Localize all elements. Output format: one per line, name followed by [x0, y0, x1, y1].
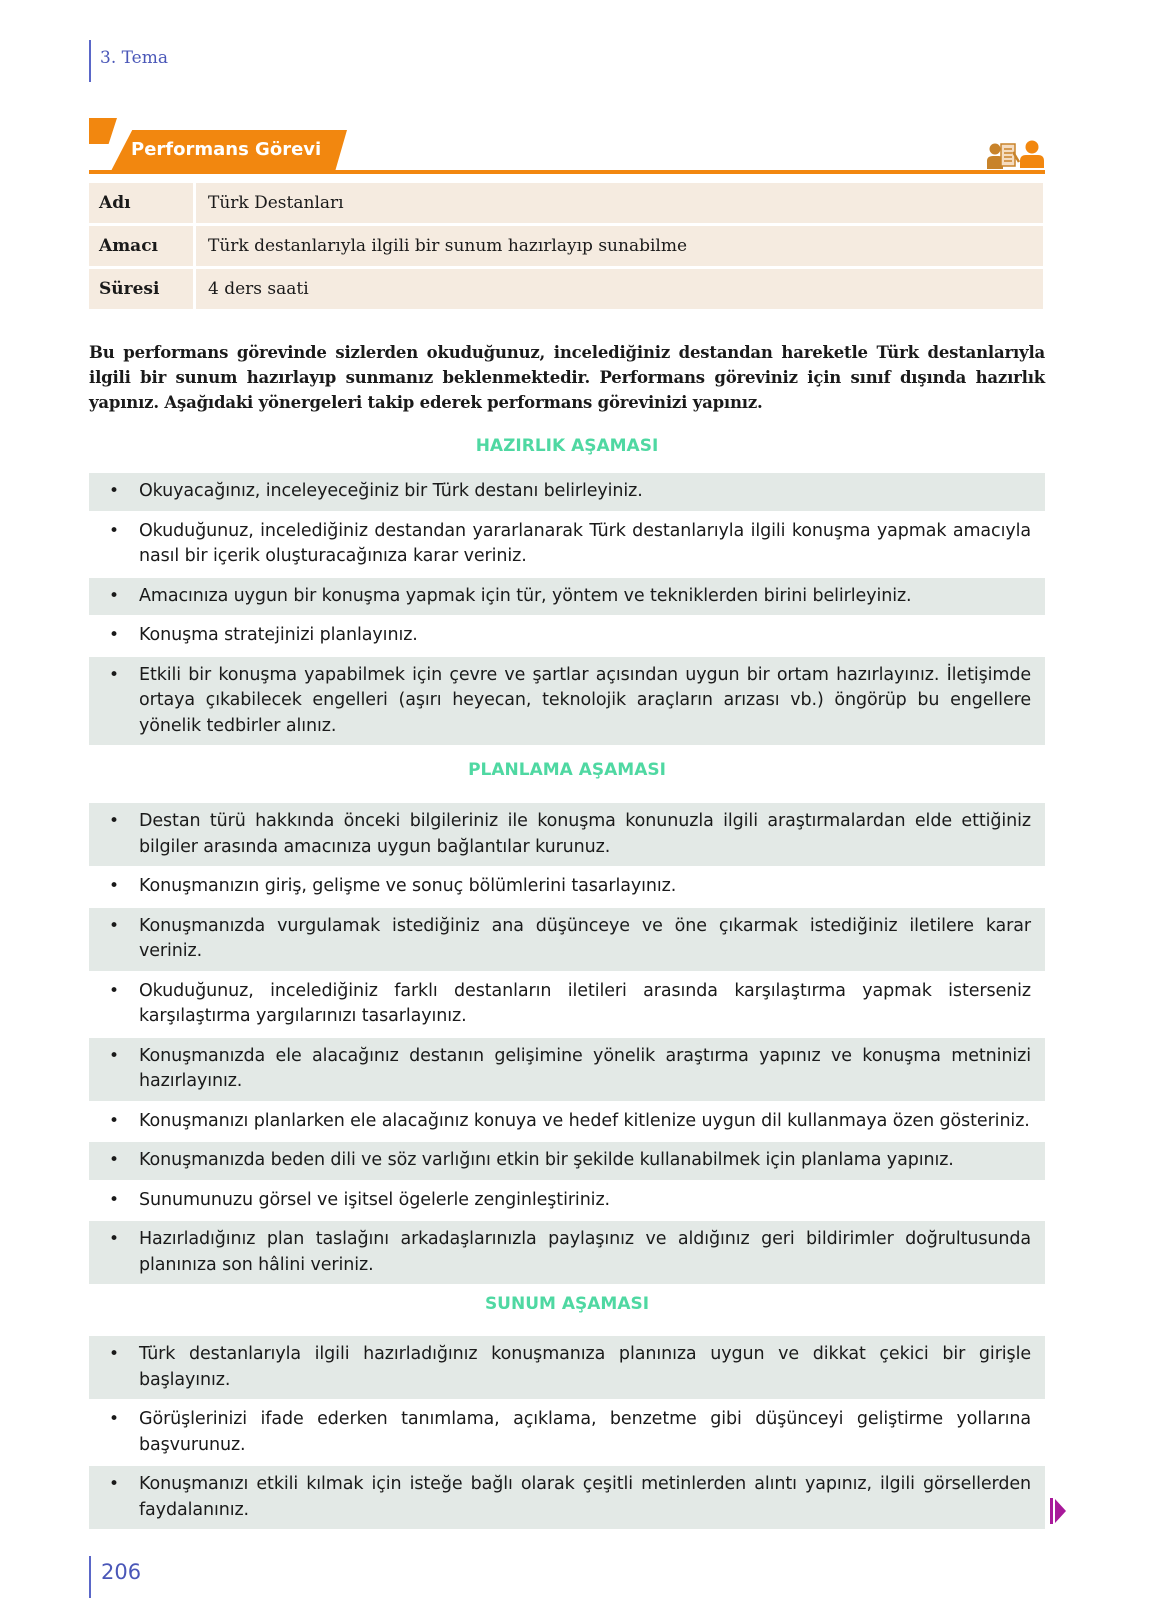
bullet: •	[108, 1189, 120, 1210]
list-item	[89, 803, 1045, 866]
list-item	[89, 908, 1045, 971]
list-item	[89, 1401, 1045, 1464]
bullet: •	[108, 1110, 120, 1131]
list-item-text: Türk destanlarıyla ilgili hazırladığınız konuşmanıza planınıza uygun ve dikkat çekici bir girişle başlayınız.	[139, 1344, 1031, 1390]
section-heading-planning: PLANLAMA AŞAMASI	[468, 760, 666, 780]
list-item-text: Konuşmanızda beden dili ve söz varlığını etkin bir şekilde kullanabilmek için planlama yapınız.	[139, 1150, 954, 1170]
bullet: •	[108, 915, 120, 936]
list-item-text: Konuşma stratejinizi planlayınız.	[139, 625, 418, 645]
info-row-duration	[89, 269, 1043, 309]
page-number-bar	[89, 1556, 91, 1598]
list-item-text: Konuşmanızda vurgulamak istediğiniz ana düşünceye ve öne çıkarmak istediğiniz iletilere karar veriniz.	[139, 915, 1031, 961]
section-title: Performans Görevi	[131, 139, 322, 160]
list-item	[89, 1466, 1045, 1529]
bullet: •	[108, 664, 120, 685]
presentation-list	[89, 1336, 1045, 1531]
bullet: •	[108, 1229, 120, 1249]
header-rule	[89, 170, 1045, 174]
list-item-text: Okuyacağınız, inceleyeceğiniz bir Türk destanı belirleyiniz.	[139, 481, 643, 501]
bullet: •	[108, 980, 120, 1001]
list-item	[89, 657, 1045, 746]
bullet: •	[108, 811, 120, 831]
info-row-purpose	[89, 226, 1043, 266]
list-item	[89, 973, 1045, 1036]
bullet: •	[108, 520, 120, 541]
list-item-text: Konuşmanızı etkili kılmak için isteğe bağlı olarak çeşitli metinlerden alıntı yapınız, ilgili görsellerden faydalanınız.	[139, 1474, 1031, 1520]
info-key: Süresi	[89, 269, 193, 309]
list-item	[89, 1142, 1045, 1180]
bullet: •	[108, 1045, 120, 1066]
list-item-text: Konuşmanızda ele alacağınız destanın gelişimine yönelik araştırma yapınız ve konuşma metninizi hazırlayınız.	[139, 1045, 1031, 1091]
list-item-text: Okuduğunuz, incelediğiniz farklı destanların iletileri arasında karşılaştırma yapmak isterseniz karşılaştırma yargılarınızı tasarlayınız.	[139, 980, 1031, 1026]
bullet: •	[108, 585, 120, 606]
list-item-text: Konuşmanızın giriş, gelişme ve sonuç bölümlerini tasarlayınız.	[139, 876, 677, 896]
next-page-arrow-icon[interactable]	[1050, 1498, 1066, 1524]
list-item	[89, 1103, 1045, 1141]
individual-icon	[1019, 140, 1045, 168]
section-heading-preparation: HAZIRLIK AŞAMASI	[475, 436, 659, 456]
info-row-name	[89, 183, 1043, 223]
bullet: •	[108, 625, 120, 645]
list-item	[89, 1336, 1045, 1399]
bullet: •	[108, 1344, 120, 1364]
info-key: Adı	[89, 183, 193, 223]
intro-paragraph: Bu performans görevinde sizlerden okuduğunuz, incelediğiniz destandan hareketle Türk destanlarıyla ilgili bir sunum hazırlayıp sunmanız beklenmektedir. Performans göreviniz için sınıf dışında hazırlık yapınız. Aşağıdaki yönergeleri takip ederek performans görevinizi yapınız.	[89, 343, 1045, 412]
bullet: •	[108, 1474, 120, 1494]
list-item	[89, 1221, 1045, 1284]
preparation-list	[89, 473, 1045, 747]
list-item	[89, 578, 1045, 616]
info-value: Türk destanlarıyla ilgili bir sunum hazırlayıp sunabilme	[196, 226, 1043, 266]
info-value: 4 ders saati	[196, 269, 1043, 309]
list-item-text: Görüşlerinizi ifade ederken tanımlama, açıklama, benzetme gibi düşünceyi geliştirme yollarına başvurunuz.	[139, 1409, 1031, 1455]
group-study-icon	[987, 142, 1021, 169]
list-item-text: Konuşmanızı planlarken ele alacağınız konuya ve hedef kitlenize uygun dil kullanmaya özen gösteriniz.	[139, 1110, 1030, 1131]
list-item-text: Hazırladığınız plan taslağını arkadaşlarınızla paylaşınız ve aldığınız geri bildirimler doğrultusunda planınıza son hâlini veriniz.	[139, 1229, 1031, 1275]
bullet: •	[108, 1409, 120, 1429]
page-number: 206	[101, 1560, 142, 1584]
bullet: •	[108, 876, 120, 896]
info-key: Amacı	[89, 226, 193, 266]
list-item	[89, 1038, 1045, 1101]
bullet: •	[108, 481, 120, 501]
list-item	[89, 1182, 1045, 1220]
section-header	[89, 118, 1045, 174]
list-item-text: Destan türü hakkında önceki bilgileriniz ile konuşma konunuzla ilgili araştırmalardan elde ettiğiniz bilgiler arasında amacınıza uygun bağlantılar kurunuz.	[139, 811, 1031, 857]
list-item	[89, 617, 1045, 655]
list-item-text: Okuduğunuz, incelediğiniz destandan yararlanarak Türk destanlarıyla ilgili konuşma yapmak amacıyla nasıl bir içerik oluşturacağınıza karar veriniz.	[139, 520, 1031, 566]
planning-list	[89, 803, 1045, 1286]
list-item	[89, 868, 1045, 906]
list-item	[89, 473, 1045, 511]
list-item	[89, 513, 1045, 576]
list-item-text: Amacınıza uygun bir konuşma yapmak için tür, yöntem ve tekniklerden birini belirleyiniz.	[139, 585, 912, 606]
chapter-label: 3. Tema	[100, 48, 168, 68]
bullet: •	[108, 1150, 120, 1170]
header-decoration	[89, 118, 117, 144]
chapter-marker-bar	[89, 40, 91, 82]
list-item-text: Etkili bir konuşma yapabilmek için çevre ve şartlar açısından uygun bir ortam hazırlayınız. İletişimde ortaya çıkabilecek engelleri (aşırı heyecan, teknolojik araçların arızası vb.) öngörüp bu engellere yönelik tedbirler alınız.	[139, 664, 1031, 736]
list-item-text: Sunumunuzu görsel ve işitsel ögelerle zenginleştiriniz.	[139, 1189, 610, 1210]
info-value: Türk Destanları	[196, 183, 1043, 223]
section-heading-presentation: SUNUM AŞAMASI	[484, 1294, 650, 1314]
task-info-table	[89, 183, 1043, 312]
